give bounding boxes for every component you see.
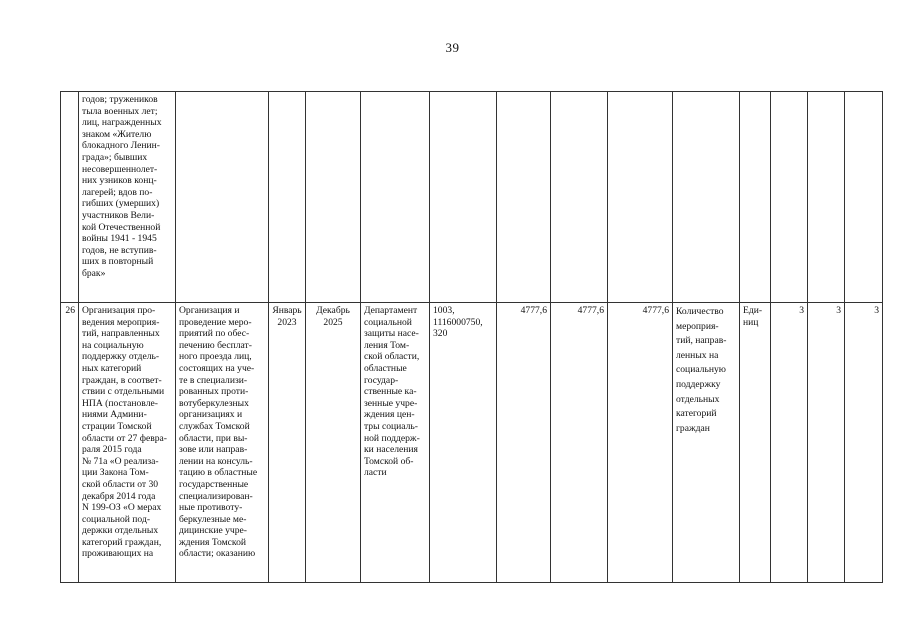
text-line: ской области от 30 (82, 478, 159, 490)
cell-empty (771, 92, 808, 303)
text-line: состоящих на уче- (179, 362, 255, 374)
indicator-value-3: 3 (845, 303, 883, 583)
cell-number (61, 92, 79, 303)
text-line: раля 2015 года (82, 444, 142, 456)
text-line: области, при вы- (179, 432, 248, 444)
table-row-26 (61, 303, 883, 583)
text-line: N 199-ОЗ «О мерах (82, 502, 162, 514)
cell-empty (269, 92, 306, 303)
text-line: № 71а «О реализа- (82, 455, 159, 467)
text-line: области; оказанию (179, 548, 256, 560)
amount-2: 4777,6 (551, 303, 608, 583)
text-line: держки отдельных (82, 525, 159, 537)
text-line: социальной под- (82, 513, 151, 525)
event-name (79, 303, 176, 583)
text-line: тры социаль- (364, 420, 418, 432)
text-line: вотуберкулезных (179, 397, 249, 409)
text-line: Количество (676, 306, 724, 317)
text-line: специализирован- (179, 490, 253, 502)
text-line: поддержку отдель- (82, 351, 160, 363)
text-line: ведения мероприя- (82, 316, 160, 328)
text-line: НПА (постановле- (82, 397, 158, 409)
text-line: 1003, (433, 305, 455, 316)
text-line: страции Томской (82, 420, 152, 432)
text-line: на социальную (82, 339, 144, 351)
row-number: 26 (61, 303, 79, 583)
cell-empty (845, 92, 883, 303)
text-line: Еди- (743, 305, 763, 316)
text-line: Организация и (179, 305, 240, 316)
text-line: годов, не вступив- (82, 244, 157, 256)
text-line: лении на консуль- (179, 455, 253, 467)
text-line: организациях и (179, 409, 243, 421)
cell-empty (361, 92, 430, 303)
text-line: лиц, награжденных (82, 117, 162, 129)
text-line: государственные (179, 478, 249, 490)
text-line: ленных на (676, 349, 719, 361)
page-number: 39 (445, 40, 460, 55)
program-activities-table (60, 91, 883, 583)
text-line: зове или направ- (179, 444, 248, 456)
text-line: Январь (272, 305, 302, 316)
text-line: тацию в областные (179, 467, 258, 479)
text-line: ниями Админи- (82, 409, 147, 421)
cell-empty (430, 92, 497, 303)
text-line: категорий (676, 408, 717, 420)
text-line: ных категорий (82, 362, 142, 374)
cell-empty (497, 92, 551, 303)
text-line: проживающих на (82, 548, 154, 560)
end-date (306, 303, 361, 583)
text-line: ной поддерж- (364, 432, 420, 444)
text-line: граждан, в соответ- (82, 374, 162, 386)
text-line: мероприя- (676, 320, 719, 332)
text-line: 1116000750, (433, 316, 483, 328)
text-line: области от 27 февра- (82, 432, 167, 444)
text-line: ших в повторный (82, 256, 154, 268)
text-line: 2025 (323, 316, 343, 328)
event-description (176, 303, 269, 583)
cell-empty (740, 92, 771, 303)
text-line: ки населения (364, 444, 418, 456)
text-line: ждения цен- (364, 409, 415, 421)
text-line: тыла военных лет; (82, 105, 158, 117)
cell-empty (306, 92, 361, 303)
cell-empty (673, 92, 740, 303)
text-line: службах Томской (179, 420, 250, 432)
text-line: рованных проти- (179, 386, 249, 398)
text-line: знаком «Жителю (82, 128, 152, 140)
text-line: ниц (743, 316, 759, 328)
text-line: те в специализи- (179, 374, 248, 386)
text-line: областные (364, 362, 407, 374)
text-line: социальную (676, 364, 726, 376)
text-line: Томской об- (364, 455, 414, 467)
table-row-continued (61, 92, 883, 303)
text-line: ного проезда лиц, (179, 351, 252, 363)
amount-3: 4777,6 (608, 303, 673, 583)
budget-code (430, 303, 497, 583)
indicator-name (673, 303, 740, 583)
text-line: ственные ка- (364, 386, 417, 398)
text-line: кой Отечественной (82, 221, 161, 233)
text-line: брак» (82, 267, 106, 279)
text-line: дицинские учре- (179, 525, 247, 537)
text-line: несовершеннолет- (82, 163, 158, 175)
text-line: лагерей; вдов по- (82, 186, 153, 198)
text-line: государ- (364, 374, 399, 386)
indicator-value-2: 3 (808, 303, 845, 583)
text-line: тий, направленных (82, 328, 160, 340)
text-line: ции Закона Том- (82, 467, 149, 479)
text-line: ления Том- (364, 339, 410, 351)
text-line: ждения Томской (179, 536, 247, 548)
indicator-value-1: 3 (771, 303, 808, 583)
text-line: участников Вели- (82, 209, 155, 221)
unit-of-measure (740, 303, 771, 583)
text-line: защиты насе- (364, 328, 419, 340)
amount-total: 4777,6 (497, 303, 551, 583)
text-line: них узников конц- (82, 175, 157, 187)
text-line: граждан (676, 422, 710, 434)
text-line: категорий граждан, (82, 536, 162, 548)
text-line: проведение меро- (179, 316, 252, 328)
text-line: 320 (433, 328, 448, 340)
cell-empty (608, 92, 673, 303)
text-line: града»; бывших (82, 151, 148, 163)
text-line: социальной (364, 316, 412, 328)
text-line: Декабрь (316, 305, 350, 316)
text-line: 2023 (277, 316, 297, 328)
start-date (269, 303, 306, 583)
text-line: отдельных (676, 393, 720, 405)
text-line: Организация про- (82, 305, 156, 316)
text-line: ской области, (364, 351, 420, 363)
text-line: приятий по обес- (179, 328, 250, 340)
cell-empty (176, 92, 269, 303)
text-line: беркулезные ме- (179, 513, 247, 525)
text-line: поддержку (676, 378, 721, 390)
text-line: войны 1941 - 1945 (82, 233, 157, 245)
text-line: блокадного Ленин- (82, 140, 161, 152)
text-line: ласти (364, 467, 387, 479)
text-line: ные противоту- (179, 502, 243, 514)
cell-recipients (79, 92, 176, 303)
cell-empty (808, 92, 845, 303)
text-line: гибших (умерших) (82, 198, 160, 210)
cell-empty (551, 92, 608, 303)
text-line: печению бесплат- (179, 339, 252, 351)
text-line: ствии с отдельными (82, 386, 165, 398)
text-line: декабря 2014 года (82, 490, 156, 502)
text-line: тий, направ- (676, 335, 727, 347)
executor (361, 303, 430, 583)
text-line: Департамент (364, 305, 418, 316)
text-line: годов; тружеников (82, 94, 158, 105)
text-line: зенные учре- (364, 397, 418, 409)
